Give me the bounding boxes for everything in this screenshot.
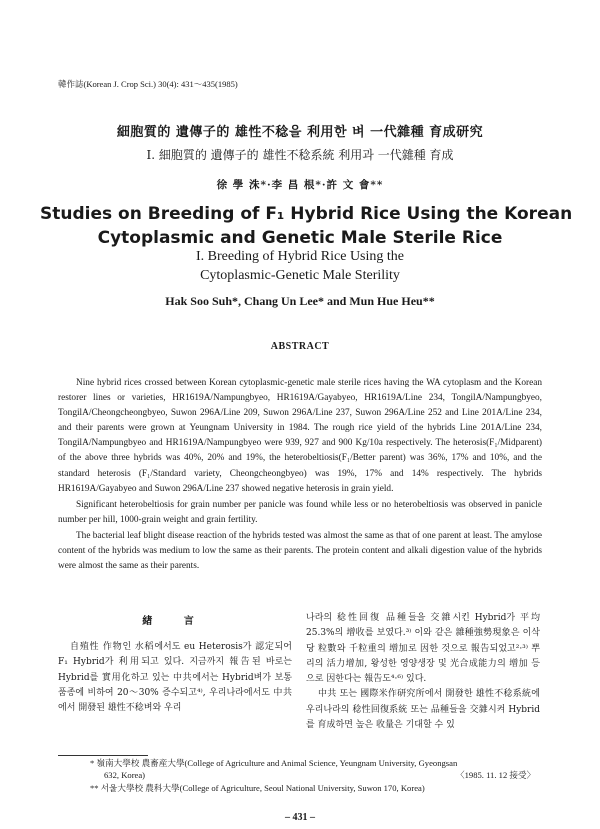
footnote-affiliation-2: ** 서울大學校 農科大學(College of Agriculture, Seoul National University, Suwon 170, Korea) [90,783,425,793]
english-title-line-2: Cytoplasmic and Genetic Male Sterile Rice [97,228,503,248]
abstract-body [58,376,542,575]
english-subtitle-line-2: Cytoplasmic-Genetic Male Sterility [200,268,400,283]
korean-subtitle: I. 細胞質的 遺傳子的 雄性不稔系統 利用과 一代雜種 育成 [146,148,454,162]
footnote-affiliation-1: * 嶺南大學校 農畜産大學(College of Agriculture and Animal Science, Yeungnam University, Gyeongsan [90,758,458,768]
intro-paragraph: 自殖性 作物인 水稻에서도 eu Heterosis가 認定되어 F₁ Hybrid가 利用되고 있다. 지금까지 報告된 바로는 Hybrid를 實用化하고 있는 中共에서는 Hybrid벼가 보통품종에 비하여 20～30% 증수되고⁴⁾, 우리나라에서도 中共에서 開發된 雄性不稔벼와 우리 [58,642,292,714]
intro-paragraph: 나라의 稔性回復 品種들을 交雜시킨 Hybrid가 平均 25.3%의 增收를 보였다.³⁾ 이와 같은 雜種強勢現象은 이삭당 粒數와 千粒重의 增加로 因한 것으로 報告되었고²·³⁾ 뿌리의 活力增加, 왕성한 영양생장 및 光合成能力의 增加 등으로 因한다는 報告도⁴·⁶⁾ 있다. [306,613,540,685]
intro-paragraph: 中共 또는 國際米作研究所에서 開發한 雄性不稔系統에 우리나라의 稔性回復系統 또는 品種들을 交雜시켜 Hybrid를 育成하면 높은 收量은 기대할 수 있 [306,689,540,731]
page-number: – 431 – [285,812,315,823]
received-date: 〈1985. 11. 12 接受〉 [456,770,536,780]
abstract-paragraph: Significant heterobeltiosis for grain number per panicle was found while less or no heterobeltiosis was observed in panicle number per hill, 1000-grain weight and grain fertility. [58,499,542,525]
korean-title: 細胞質的 遺傳子的 雄性不稔을 利用한 벼 一代雜種 育成研究 [116,125,484,140]
footnote-affiliation-1-cont: 632, Korea) [104,770,146,780]
abstract-heading: ABSTRACT [270,341,330,352]
left-column [58,640,292,716]
section-heading-introduction: 緖 言 [142,616,208,627]
footnote-divider [58,755,148,756]
journal-citation: 韓作誌(Korean J. Crop Sci.) 30(4): 431～435(1985) [58,79,238,89]
korean-authors: 徐 學 洙*·李 昌 根*·許 文 會** [216,179,384,191]
right-column [306,611,540,733]
english-subtitle-line-1: I. Breeding of Hybrid Rice Using the [195,249,404,264]
english-title-line-1: Studies on Breeding of F₁ Hybrid Rice Using the Korean [40,204,573,224]
abstract-paragraph: Nine hybrid rices crossed between Korean cytoplasmic-genetic male sterile rices having the WA cytoplasm and the Korean restorer lines or varieties, HR1619A/Nampungbyeo, HR1619A/Gayabyeo, HR1619A/Line 234, TongilA/Nampungbyeo, TongilA/Cheongcheongbyeo, Suwon 296A/Line 209, Suwon 296A/Line 237, Suwon 296A/Line 252 and Line 201A/Line 234, and their parents were grown at Yeungnam University in 1984. The rough rice yield of the hybrids Line 201A/Line 234, TongilA/Nampungbyeo and HR1619A/Nampungbyeo were 939, 927 and 900 Kg/10a respectively. The heterosis(F₁/Midparent) of the above three hybrids was 40%, 20% and 19%, the heterobeltiosis(F₁/Better parent) was 36%, 17% and 10%, and the standard heterosis (F₁/Standard variety, Cheongcheongbyeo) was 19%, 17% and 14% respectively. The hybrids HR1619A/Gayabyeo and Suwon 296A/Line 237 showed negative heterosis in grain yield. [58,378,542,494]
english-authors: Hak Soo Suh*, Chang Un Lee* and Mun Hue Heu** [165,294,435,308]
abstract-paragraph: The bacterial leaf blight disease reaction of the hybrids tested was almost the same as that of one parent at least. The amylose content of the hybrids was medium to low the same as their parents. The protein content and alkali digestion value of the hybrids were almost the same as their parents. [58,530,542,572]
